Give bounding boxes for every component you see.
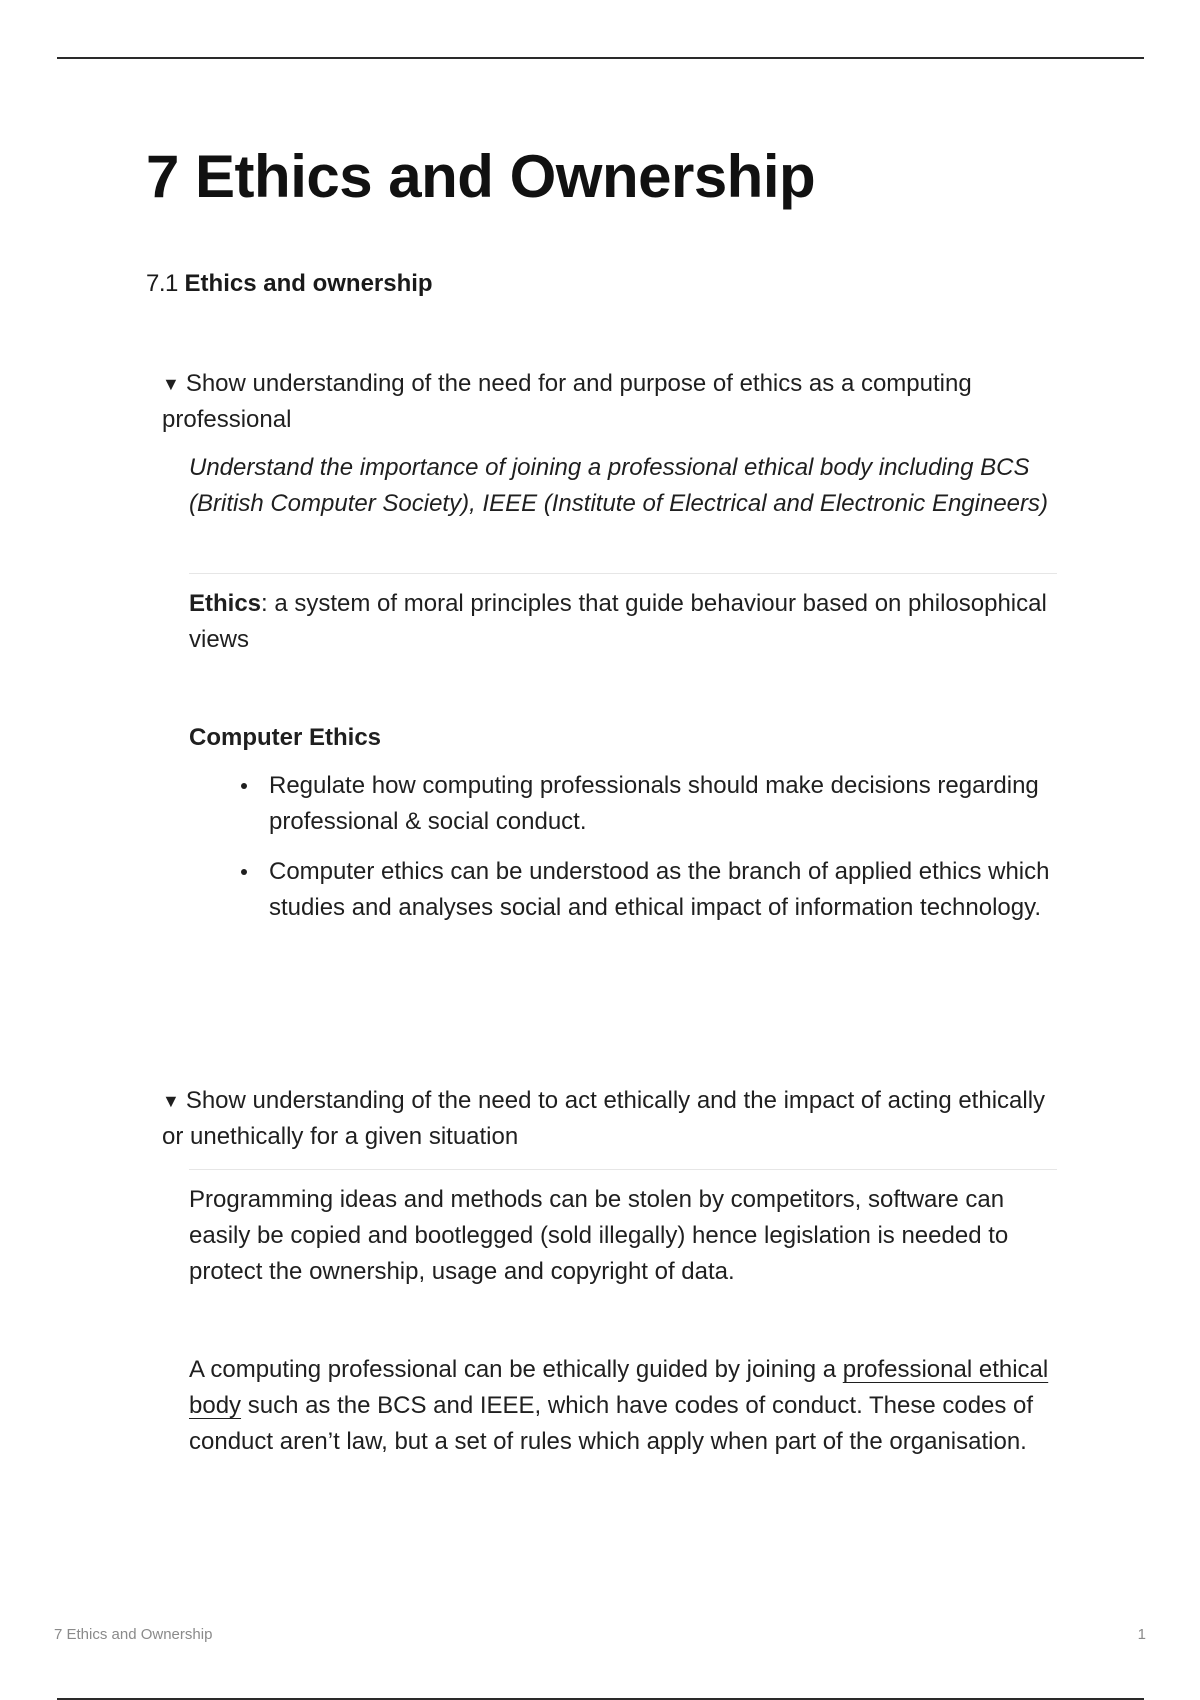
list-item (269, 768, 1059, 840)
page-number: 1 (1137, 1626, 1146, 1643)
toggle-act-ethically-label: Show understanding of the need to act ethically and the impact of acting ethically or unethically for a given situation (162, 1087, 1046, 1150)
section-title: Ethics and ownership (184, 270, 433, 297)
section-number: 7.1 (146, 270, 178, 297)
toggle-arrow-down-icon[interactable]: ▼ (162, 374, 180, 394)
footer-title: 7 Ethics and Ownership (54, 1626, 213, 1643)
toggle-act-ethically[interactable] (162, 1083, 1062, 1155)
computer-ethics-list (189, 768, 1059, 940)
ownership-paragraph: Programming ideas and methods can be stolen by competitors, software can easily be copied and bootlegged (sold illegally) hence legislation is needed to protect the ownership, usage and copyright of data. (189, 1186, 1009, 1285)
professional-body-text-start: A computing professional can be ethically guided by joining a (189, 1356, 843, 1383)
bullet-icon (241, 869, 247, 875)
toggle-arrow-down-icon[interactable]: ▼ (162, 1091, 180, 1111)
ethics-definition (189, 586, 1057, 658)
list-item-text: Regulate how computing professionals should make decisions regarding professional & social conduct. (269, 772, 1039, 835)
divider (189, 1169, 1057, 1170)
bullet-icon (241, 783, 247, 789)
ethics-definition-text: : a system of moral principles that guide behaviour based on philosophical views (189, 590, 1047, 653)
professional-ethical-body-link[interactable]: professional ethical body (189, 1356, 1049, 1419)
divider (189, 573, 1057, 574)
computer-ethics-heading: Computer Ethics (189, 724, 382, 751)
professional-body-paragraph (189, 1352, 1057, 1460)
section-heading (146, 270, 433, 298)
professional-body-note: Understand the importance of joining a professional ethical body including BCS (British Computer Society), IEEE (Institute of Electrical and Electronic Engineers) (189, 454, 1049, 517)
toggle-need-for-ethics-label: Show understanding of the need for and purpose of ethics as a computing professional (162, 370, 972, 433)
top-rule (57, 57, 1144, 59)
list-item (269, 854, 1059, 926)
ethics-definition-term: Ethics (189, 590, 262, 617)
professional-body-text-end: such as the BCS and IEEE, which have codes of conduct. These codes of conduct aren’t law, but a set of rules which apply when part of the organisation. (189, 1392, 1034, 1455)
toggle-need-for-ethics[interactable] (162, 366, 1062, 438)
list-item-text: Computer ethics can be understood as the branch of applied ethics which studies and analyses social and ethical impact of information technology. (269, 858, 1050, 921)
page-title: 7 Ethics and Ownership (146, 143, 816, 210)
